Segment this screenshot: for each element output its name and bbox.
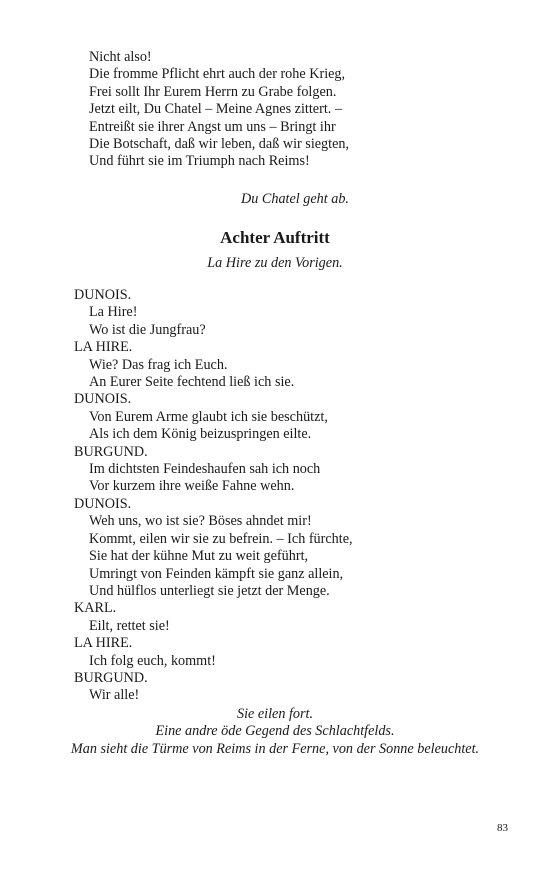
speaker-name: DUNOIS. [74,391,132,408]
verse-line: Jetzt eilt, Du Chatel – Meine Agnes zittert. – [89,101,342,118]
scene-entrance-direction: La Hire zu den Vorigen. [207,255,343,271]
speech-line: Eilt, rettet sie! [89,617,170,634]
verse-line: Entreißt sie ihrer Angst um uns – Bringt ihr [89,118,336,135]
page-number: 83 [497,822,508,834]
speaker-name: LA HIRE. [74,635,133,652]
speaker-name: DUNOIS. [74,287,132,303]
verse-line: Die fromme Pflicht ehrt auch der rohe Krieg, [89,66,346,83]
speech-line: Von Eurem Arme glaubt ich sie beschützt, [89,408,328,425]
verse-line: Frei sollt Ihr Eurem Herrn zu Grabe folgen. [89,83,337,100]
stage-direction-line: Man sieht die Türme von Reims in der Ferne, von der Sonne beleuchtet. [70,740,480,757]
speaker-name: LA HIRE. [74,339,133,356]
speaker-name: DUNOIS. [74,495,132,512]
stage-direction-line: Eine andre öde Gegend des Schlachtfelds. [155,723,395,740]
speech-line: Wir alle! [89,687,140,704]
speaker-name: KARL. [74,600,117,617]
speech-line: Weh uns, wo ist sie? Böses ahndet mir! [89,513,312,530]
dialogue-block [74,287,534,705]
stage-direction-exit: Du Chatel geht ab. [241,190,349,207]
speech-line: Wo ist die Jungfrau? [89,321,206,338]
opening-verse-block [0,49,550,208]
speaker-name: BURGUND. [74,443,148,460]
speech-line: Wie? Das frag ich Euch. [89,356,228,373]
verse-line: Und führt sie im Triumph nach Reims! [89,153,310,170]
speech-line: Vor kurzem ihre weiße Fahne wehn. [89,478,295,495]
speech-line: Und hülflos unterliegt sie jetzt der Menge. [89,582,330,599]
speech-line: An Eurer Seite fechtend ließ ich sie. [89,374,295,391]
speech-line: Als ich dem König beizuspringen eilte. [89,426,312,443]
speech-line: Ich folg euch, kommt! [89,652,216,669]
scene-title: Achter Auftritt [220,228,330,247]
speech-line: Sie hat der kühne Mut zu weit geführt, [89,548,309,565]
stage-direction-line: Sie eilen fort. [236,706,314,722]
speech-line: La Hire! [89,304,138,321]
speech-line: Umringt von Feinden kämpft sie ganz allein, [89,565,344,582]
speaker-name: BURGUND. [74,669,148,686]
closing-stage-directions [0,706,550,758]
verse-line: Nicht also! [89,49,152,65]
speech-line: Im dichtsten Feindeshaufen sah ich noch [89,461,321,478]
speech-line: Kommt, eilen wir sie zu befrein. – Ich fürchte, [89,530,353,547]
verse-line: Die Botschaft, daß wir leben, daß wir siegten, [89,136,350,153]
